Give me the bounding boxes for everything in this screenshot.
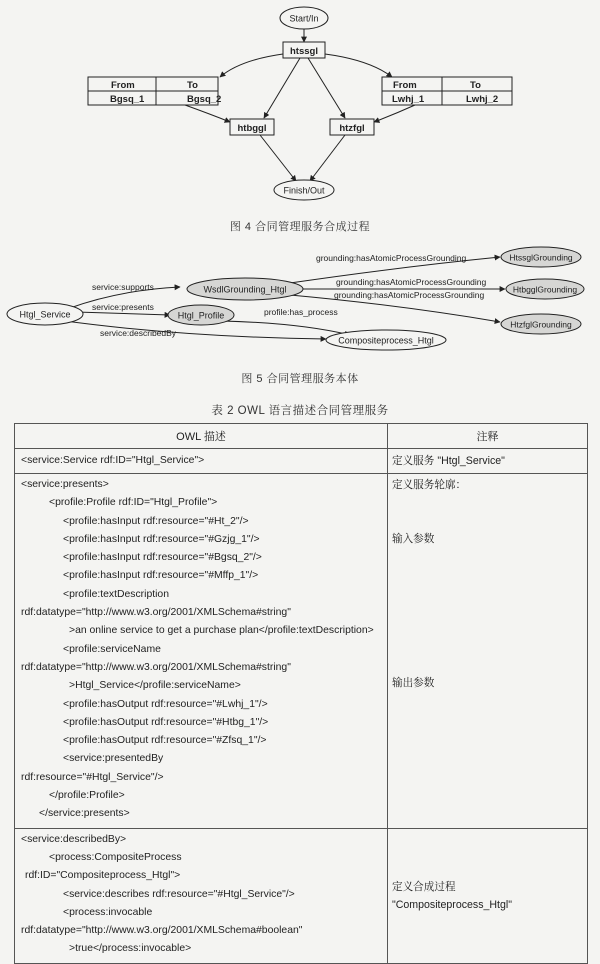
edge-label-supports: service:supports [92, 282, 154, 292]
edge-label-grounding-2: grounding:hasAtomicProcessGrounding [336, 277, 487, 287]
htzfgl-node [330, 119, 374, 135]
svg-text:htbggl: htbggl [237, 123, 267, 134]
svg-text:HtssglGrounding: HtssglGrounding [509, 252, 573, 263]
right-transfer-table [382, 77, 512, 105]
svg-text:htzfgl: htzfgl [339, 123, 365, 134]
svg-text:Finish/Out: Finish/Out [283, 185, 325, 196]
row2-notes: 定义服务轮廓： 输入参数 输出参数 [388, 474, 588, 829]
svg-text:Lwhj_1: Lwhj_1 [392, 94, 425, 105]
edge-label-grounding-3: grounding:hasAtomicProcessGrounding [334, 290, 485, 300]
figure-5-diagram [0, 245, 600, 355]
svg-text:Htgl_Service: Htgl_Service [19, 309, 71, 320]
htbggl-grounding-node [506, 279, 584, 299]
svg-text:Htgl_Profile: Htgl_Profile [177, 310, 225, 321]
row3-code: <service:describedBy> <process:CompositeProcess rdf:ID="Compositeprocess_Htgl"> <service:describes rdf:resource="#Htgl_Service"/> <process:invocable rdf:datatype="http://www.w3.org/2001/XMLSchema#boolean" >true</process:invocable> [15, 828, 388, 963]
svg-text:Start/In: Start/In [289, 13, 319, 24]
row1-note: 定义服务 "Htgl_Service" [388, 449, 588, 474]
edge-label-describedby: service:describedBy [100, 328, 177, 338]
table-2-caption: 表 2 OWL 语言描述合同管理服务 [211, 405, 389, 417]
htgl-profile-node [168, 305, 234, 325]
svg-text:Compositeprocess_Htgl: Compositeprocess_Htgl [338, 335, 434, 346]
svg-text:HtbgglGrounding: HtbgglGrounding [512, 284, 578, 295]
owl-table [14, 423, 588, 964]
htgl-service-node [7, 303, 83, 325]
htbggl-node [230, 119, 274, 135]
left-transfer-table [88, 77, 221, 105]
svg-text:From: From [393, 80, 417, 91]
svg-text:WsdlGrounding_Htgl: WsdlGrounding_Htgl [203, 284, 287, 295]
edge-label-has-process: profile:has_process [264, 307, 338, 317]
svg-text:From: From [111, 80, 135, 91]
svg-text:HtzfglGrounding: HtzfglGrounding [510, 319, 572, 330]
figure-4-caption: 图 4 合同管理服务合成过程 [229, 221, 371, 233]
htssgl-node [283, 42, 325, 58]
wsdl-grounding-node [187, 278, 303, 300]
col-owl-description: OWL 描述 [15, 424, 388, 449]
htzfgl-grounding-node [501, 314, 581, 334]
start-node [280, 7, 328, 29]
svg-text:Bgsq_1: Bgsq_1 [110, 94, 145, 105]
compositeprocess-node [326, 330, 446, 350]
finish-node [274, 180, 334, 200]
edge-label-grounding-1: grounding:hasAtomicProcessGrounding [316, 253, 467, 263]
edge-label-presents: service:presents [92, 302, 154, 312]
figure-5-caption: 图 5 合同管理服务本体 [241, 373, 359, 385]
svg-text:Bgsq_2: Bgsq_2 [187, 94, 222, 105]
row3-notes: 定义合成过程 "Compositeprocess_Htgl" [388, 828, 588, 963]
svg-text:htssgl: htssgl [290, 46, 318, 57]
svg-text:Lwhj_2: Lwhj_2 [466, 94, 499, 105]
svg-text:To: To [470, 80, 481, 91]
col-notes: 注释 [388, 424, 588, 449]
row2-code: <service:presents> <profile:Profile rdf:ID="Htgl_Profile"> <profile:hasInput rdf:resource="#Ht_2"/> <profile:hasInput rdf:resource="#Gzjg_1"/> <profile:hasInput rdf:resource="#Bgsq_2"/> <profile:hasInput rdf:resource="#Mffp_1"/> <profile:textDescription rdf:datatype="http://www.w3.org/2001/XMLSchema#string" >an online service to get a purchase plan</profile:textDescription> <profile:serviceName rdf:datatype="http://www.w3.org/2001/XMLSchema#string" >Htgl_Service</profile:serviceName> <profile:hasOutput rdf:resource="#Lwhj_1"/> <profile:hasOutput rdf:resource="#Htbg_1"/> <profile:hasOutput rdf:resource="#Zfsq_1"/> <service:presentedBy rdf:resource="#Htgl_Service"/> </profile:Profile> </service:presents> [15, 474, 388, 829]
svg-text:To: To [187, 80, 198, 91]
figure-4-diagram [0, 0, 600, 210]
htssgl-grounding-node [501, 247, 581, 267]
row1-code: <service:Service rdf:ID="Htgl_Service"> [15, 449, 388, 474]
